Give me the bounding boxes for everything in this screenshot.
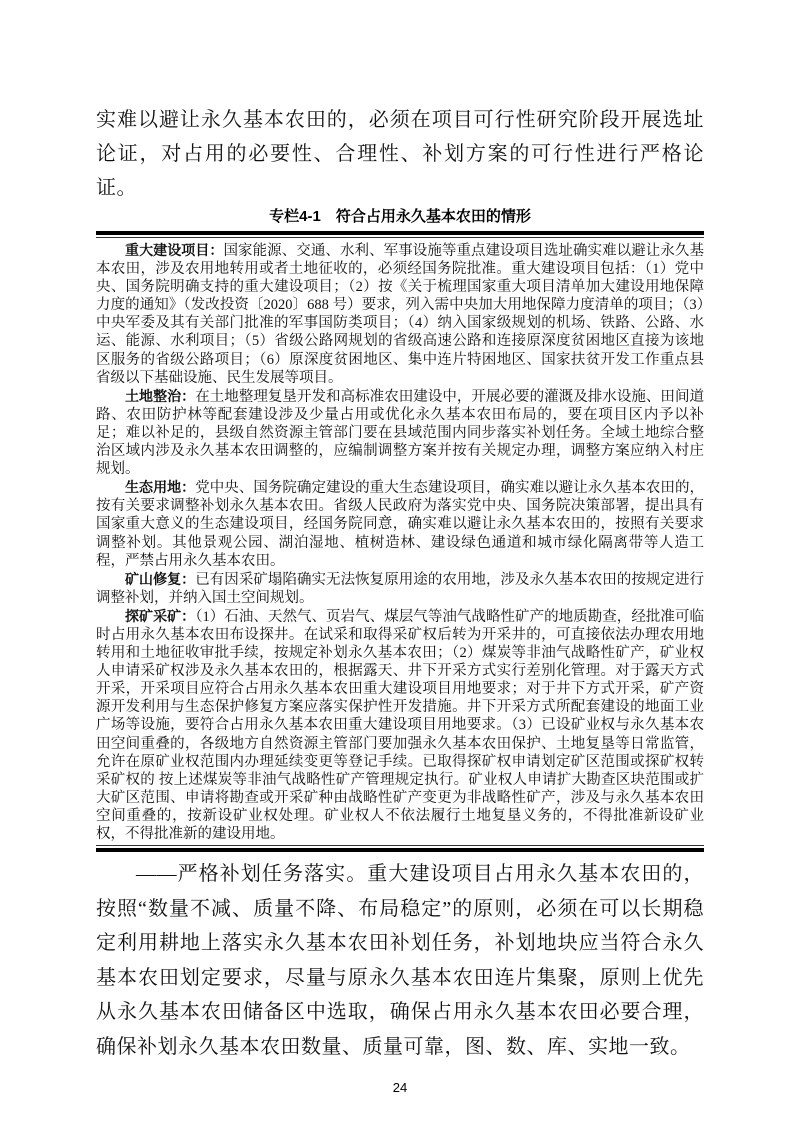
box-section-label: 重大建设项目： [125, 242, 224, 258]
box-section-label: 探矿采矿： [125, 607, 196, 624]
box-section-text: （1）石油、天然气、页岩气、煤层气等油气战略性矿产的地质勘查，经批准可临时占用永久基本农田布设探井。在试采和取得采矿权后转为开采井的，可直接依法办理农用地转用和土地征收审批手续，按规定补划永久基本农田；（2）煤炭等非油气战略性矿产，矿业权人申请采矿权涉及永久基本农田的，根据露天、井下开采方式实行差别化管理。对于露天方式开采，开采项目应符合占用永久基本农田重大建设项目用地要求；对于井下方式开采，矿产资源开发利用与生态保护修复方案应落实保护性开发措施。井下开采方式所配套建设的地面工业广场等设施，要符合占用永久基本农田重大建设项目用地要求。（3）已设矿业权与永久基本农田空间重叠的，各级地方自然资源主管部门要加强永久基本农田保护、土地复垦等日常监管，允许在原矿业权范围内办理延续变更等登记手续。已取得探矿权申请划定矿区范围或探矿权转采矿权的 按上述煤炭等非油气战略性矿产管理规定执行。矿业权人申请扩大勘查区块范围或扩大矿区范围、申请将勘查或开采矿种由战略性矿产变更为非战略性矿产，涉及与永久基本农田空间重叠的，按新设矿业权处理。矿业权人不依法履行土地复垦义务的，不得批准新设矿业权，不得批准新的建设用地。 [96, 608, 704, 842]
box-section-major-construction [96, 241, 704, 387]
box-section-text: 在土地整理复垦开发和高标准农田建设中，开展必要的灌溉及排水设施、田间道路、农田防护林等配套建设涉及少量占用或优化永久基本农田布局的，要在项目区内予以补足；难以补足的，县级自然资源主管部门要在县域范围内同步落实补划任务。全域土地综合整治区域内涉及永久基本农田调整的，应编制调整方案并按有关规定办理，调整方案应纳入村庄规划。 [96, 388, 705, 478]
box-top-rule [96, 231, 704, 238]
box-section-label: 矿山修复： [125, 570, 196, 587]
box-section-mine-restoration [96, 570, 704, 607]
box-section-text: 党中央、国务院确定建设的重大生态建设项目，确实难以避让永久基本农田的，按有关要求调整补划永久基本农田。省级人民政府为落实党中央、国务院决策部署，提出具有国家重大意义的生态建设项目，经国务院同意，确实难以避让永久基本农田的，按照有关要求调整补划。其他景观公园、湖泊湿地、植树造林、建设绿色通道和城市绿化隔离带等人造工程，严禁占用永久基本农田。 [96, 480, 705, 569]
box-section-label: 生态用地： [125, 479, 196, 496]
box-bottom-rule [96, 845, 704, 852]
box-section-text: 已有因采矿塌陷确实无法恢复原用途的农用地，涉及永久基本农田的按规定进行调整补划，并纳入国土空间规划。 [96, 571, 705, 606]
intro-paragraph: 实难以避让永久基本农田的，必须在项目可行性研究阶段开展选址论证，对占用的必要性、合理性、补划方案的可行性进行严格论证。 [96, 109, 704, 199]
box-section-prospecting-mining [96, 607, 704, 843]
box-section-ecological-land [96, 478, 704, 569]
page-number: 24 [392, 1080, 408, 1096]
box-section-label: 土地整治： [125, 387, 196, 404]
body-paragraph: ——严格补划任务落实。重大建设项目占用永久基本农田的，按照“数量不减、质量不降、布局稳定”的原则，必须在可以长期稳定利用耕地上落实永久基本农田补划任务，补划地块应当符合永久基本农田划定要求，尽量与原永久基本农田连片集聚，原则上优先从永久基本农田储备区中选取，确保占用永久基本农田必要合理，确保补划永久基本农田数量、质量可靠，图、数、库、实地一致。 [96, 863, 704, 1058]
box-section-land-consolidation [96, 387, 704, 478]
box-section-text: 国家能源、交通、水利、军事设施等重点建设项目选址确实难以避让永久基本农田，涉及农用地转用或者土地征收的，必须经国务院批准。重大建设项目包括：（1）党中央、国务院明确支持的重大建设项目；（2）按《关于梳理国家重大项目清单加大建设用地保障力度的通知》（发改投资〔2020〕688 号）要求，列入需中央加大用地保障力度清单的项目；（3）中央军委及其有关部门批准的军事国防类项目；（4）纳入国家级规划的机场、铁路、公路、水运、能源、水利项目；（5）省级公路网规划的省级高速公路和连接原深度贫困地区直接为该地区服务的省级公路项目；（6）原深度贫困地区、集中连片特困地区、国家扶贫开发工作重点县省级以下基础设施、民生发展等项目。 [96, 243, 705, 386]
box-title: 专栏4-1 符合占用永久基本农田的情形 [269, 208, 531, 225]
box-content [96, 238, 704, 845]
